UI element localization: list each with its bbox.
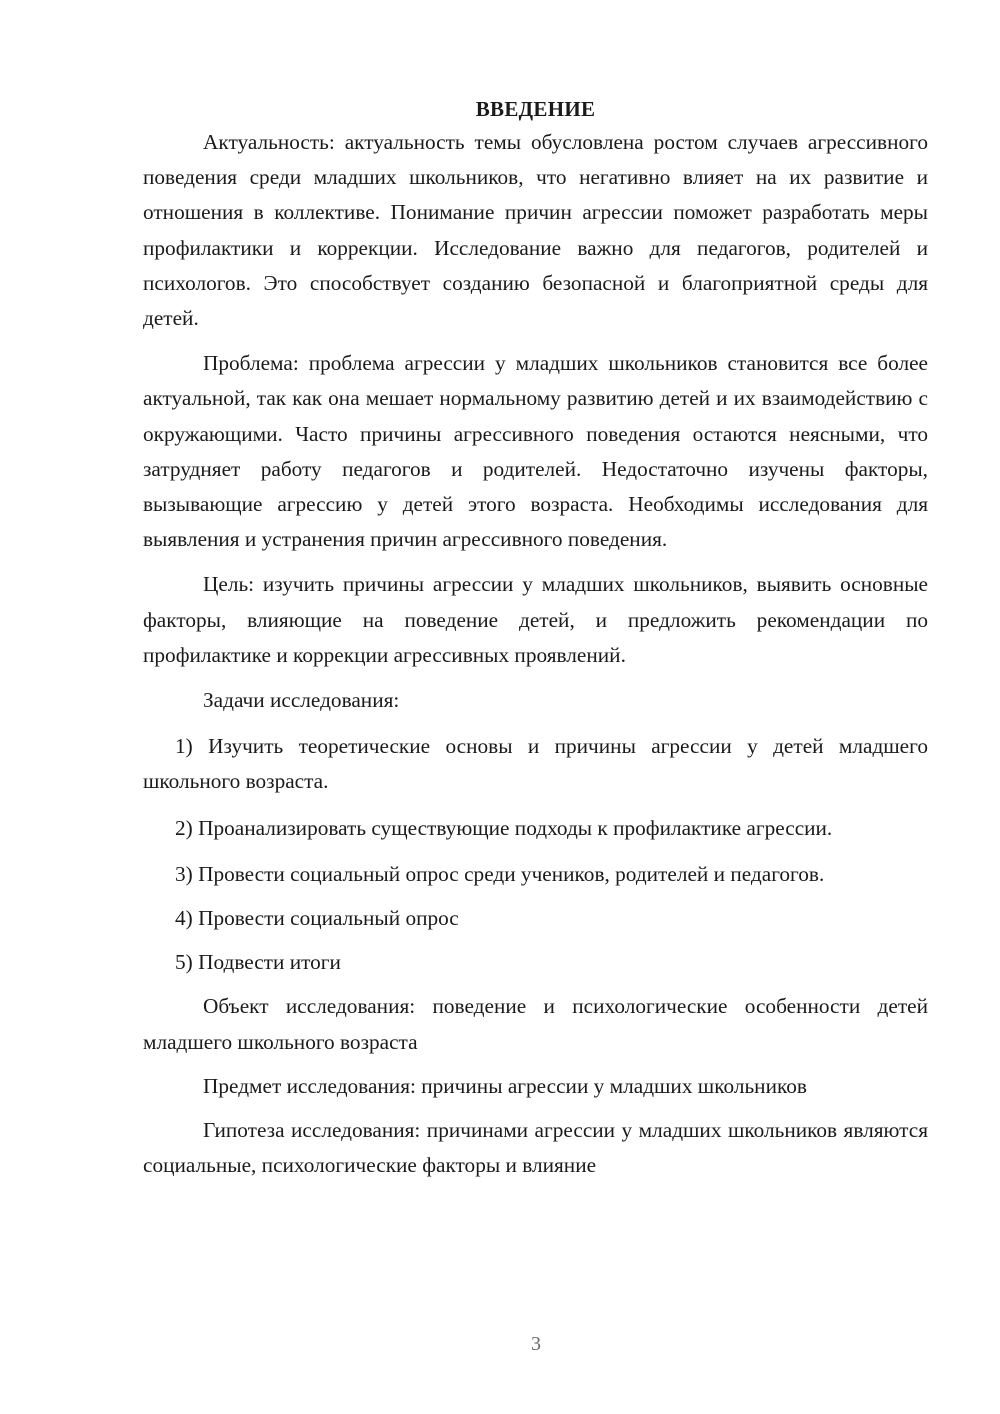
hypothesis-paragraph: Гипотеза исследования: причинами агрессии у младших школьников являются социальные, психологические факторы и влияние (143, 1118, 928, 1178)
task-item-4: 4) Провести социальный опрос (175, 906, 459, 931)
goal-paragraph: Цель: изучить причины агрессии у младших школьников, выявить основные факторы, влияющие на поведение детей, и предложить рекомендации по профилактике и коррекции агрессивных проявлений. (143, 572, 928, 667)
problem-paragraph: Проблема: проблема агрессии у младших школьников становится все более актуальной, так как она мешает нормальному развитию детей и их взаимодействию с окружающими. Часто причины агрессивного поведения остаются неясными, что затрудняет работу педагогов и родителей. Недостаточно изучены факторы, вызывающие агрессию у детей этого возраста. Необходимы исследования для выявления и устранения причин агрессивного поведения. (143, 351, 928, 552)
page-content (143, 92, 928, 1183)
tasks-heading: Задачи исследования: (203, 688, 400, 713)
subject-paragraph: Предмет исследования: причины агрессии у младших школьников (203, 1073, 807, 1098)
task-item-1: 1) Изучить теоретические основы и причины агрессии у детей младшего школьного возраста. (143, 734, 928, 794)
relevance-paragraph: Актуальность: актуальность темы обусловлена ростом случаев агрессивного поведения среди младших школьников, что негативно влияет на их развитие и отношения в коллективе. Понимание причин агрессии поможет разработать меры профилактики и коррекции. Исследование важно для педагогов, родителей и психологов. Это способствует созданию безопасной и благоприятной среды для детей. (143, 130, 928, 331)
page-number: 3 (531, 1333, 541, 1355)
task-item-2: 2) Проанализировать существующие подходы к профилактике агрессии. (175, 815, 833, 840)
section-title: ВВЕДЕНИЕ (475, 97, 596, 121)
task-item-3: 3) Провести социальный опрос среди учеников, родителей и педагогов. (175, 861, 825, 886)
task-item-5: 5) Подвести итоги (175, 950, 341, 975)
object-paragraph: Объект исследования: поведение и психологические особенности детей младшего школьного возраста (143, 994, 928, 1054)
